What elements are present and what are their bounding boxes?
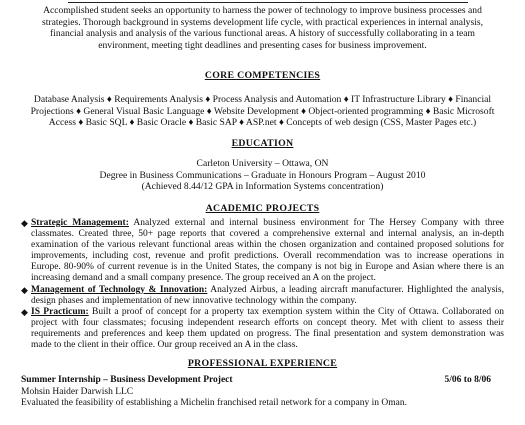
- summary-line: financial analysis and analysis of the various functional areas. A history of successfully collaborating in a team: [50, 28, 475, 39]
- professional-experience-heading: PROFESSIONAL EXPERIENCE: [187, 358, 338, 369]
- academic-projects-heading: ACADEMIC PROJECTS: [205, 203, 320, 214]
- project-title: Management of Technology & Innovation:: [31, 284, 208, 295]
- competencies-list: [24, 94, 501, 129]
- summary-line: Accomplished student seeks an opportunity to harness the power of technology to improve business processes and: [43, 5, 482, 16]
- project-item: [21, 285, 504, 307]
- education-heading: EDUCATION: [231, 138, 294, 149]
- experience-entry: [21, 375, 504, 410]
- competencies-line: Access ♦ Basic SQL ♦ Basic Oracle ♦ Basic SAP ♦ ASP.net ♦ Concepts of web design (CSS, Master Pages etc.): [48, 117, 477, 128]
- gpa-line: (Achieved 8.44/12 GPA in Information Systems concentration): [141, 181, 384, 192]
- project-item: [21, 218, 504, 285]
- diamond-bullet-icon: ◆: [21, 284, 28, 295]
- project-description: Built a proof of concept for a property tax exemption system within the City of Ottawa. Collaborated on project with four classmates; focusing independent research efforts on concept theory. Met with client to assess their requirements and preferences and keep them updated on progress. The final presentation and system demonstration was made to the client in their office. Our group received an A in the class.: [31, 306, 504, 351]
- job-dates: 5/06 to 8/06: [444, 375, 491, 385]
- job-title: Summer Internship – Business Development Project: [21, 375, 233, 385]
- project-description: Analyzed external and internal business environment for The Hersey Company with three classmates. Created three, 50+ page reports that covered a comprehensive external and internal analysis, an in-depth examination of the various relevant functional areas within the chosen organization and contained proposed solutions for improvements, including cost, revenue and profit predictions. Overall recommendation was to increase operations in Europe. 80-90% of current revenue is in the United States, the company is not big in Europe and Asian where there is an increasing demand and a small company presence. The group received an A on the project.: [31, 218, 505, 284]
- core-competencies-heading: CORE COMPETENCIES: [204, 70, 321, 81]
- project-description: Analyzed Airbus, a leading aircraft manufacturer. Highlighted the analysis, design phases and implementation of new innovative technology within the company.: [31, 284, 504, 306]
- projects-list: [21, 218, 504, 351]
- project-item: [21, 307, 504, 351]
- summary-line: environment, meeting tight deadlines and presenting cases for business improvement.: [98, 39, 427, 51]
- school-name: Carleton University – Ottawa, ON: [196, 158, 329, 169]
- degree-line: Degree in Business Communications – Graduate in Honours Program – August 2010: [99, 169, 426, 181]
- competencies-line: Projections ♦ General Visual Basic Language ♦ Website Development ♦ Object-oriented programming ♦ Basic Microsoft: [30, 105, 495, 117]
- summary-line: strategies. Thorough background in systems development life cycle, with practical experiences in internal analysis,: [42, 16, 483, 28]
- education-block: [24, 158, 501, 193]
- company-name: Mohsin Haider Darwish LLC: [21, 386, 134, 397]
- job-description: Evaluated the feasibility of establishing a Michelin franchised retail network for a company in Oman.: [21, 398, 407, 408]
- professional-summary: [26, 5, 499, 51]
- project-title: Strategic Management:: [31, 218, 129, 228]
- diamond-bullet-icon: ◆: [21, 218, 28, 228]
- competencies-line: Database Analysis ♦ Requirements Analysis ♦ Process Analysis and Automation ♦ IT Infrastructure Library ♦ Financial: [33, 94, 492, 105]
- diamond-bullet-icon: ◆: [21, 306, 28, 317]
- project-title: IS Practicum:: [31, 306, 89, 317]
